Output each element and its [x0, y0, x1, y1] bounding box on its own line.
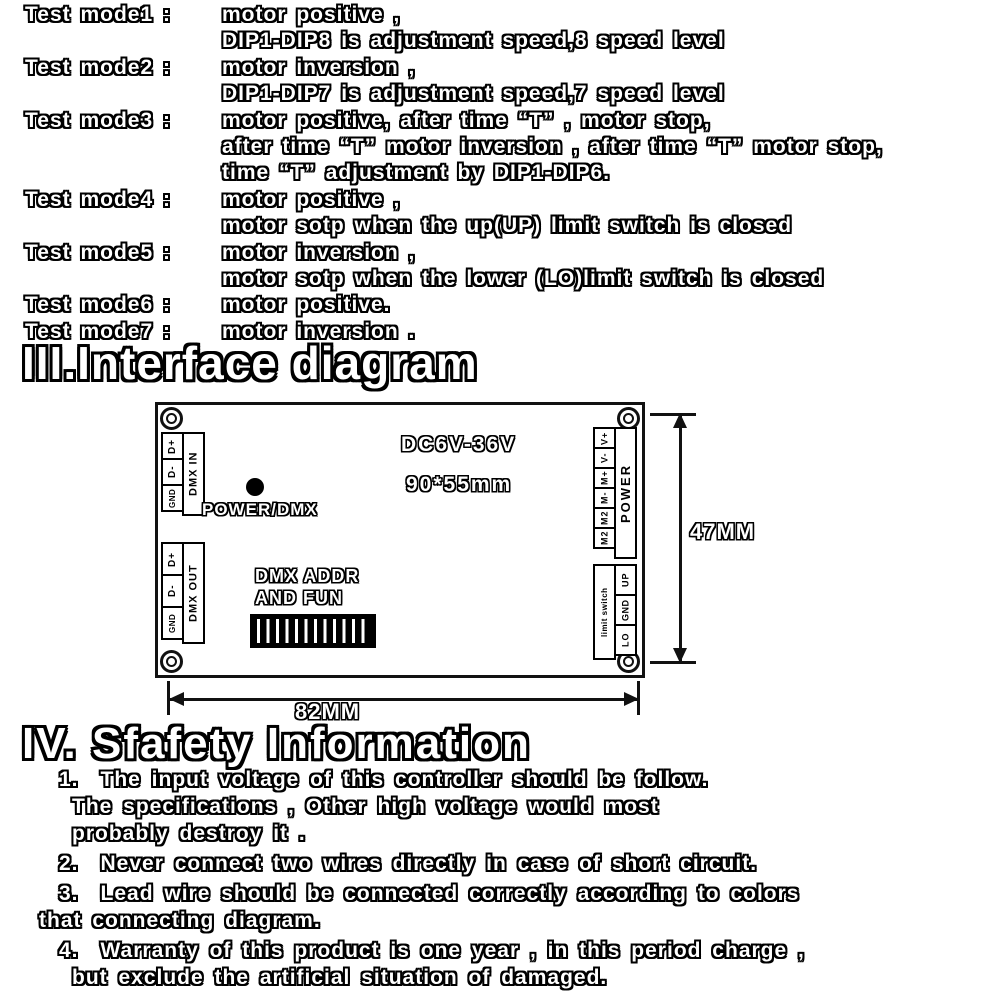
safety-item-text: The input voltage of this controller should be follow.: [100, 768, 709, 791]
test-mode-line: motor positive, after time “T” , motor stop,: [222, 108, 711, 132]
pin-mminus: M-: [593, 487, 616, 509]
safety-section-heading: IV. Sfafety Information: [22, 719, 531, 768]
test-mode-line: after time “T” motor inversion , after time “T” motor stop,: [222, 135, 883, 159]
safety-line: [55, 937, 990, 964]
safety-item-text: Never connect two wires directly in case of short circuit.: [100, 852, 758, 875]
power-motor-terminals: [593, 427, 639, 559]
test-mode-line: time “T” adjustment by DIP1-DIP6.: [222, 161, 611, 185]
safety-item-number: 1.: [59, 768, 79, 791]
test-mode-line: motor sotp when the lower (LO)limit switch is closed: [222, 267, 825, 291]
safety-item: [55, 850, 990, 877]
safety-item: [39, 880, 990, 934]
power-dmx-led: [246, 478, 264, 496]
dip-switch-label-line2: AND FUN: [255, 588, 343, 608]
arrow-left-icon: [169, 692, 184, 706]
test-mode-row: [25, 55, 990, 108]
test-mode-line: DIP1-DIP8 is adjustment speed,8 speed level: [222, 29, 725, 53]
interface-section-heading: III.Interface diagram: [22, 337, 478, 389]
dmx-out-label: DMX OUT: [182, 542, 205, 644]
safety-line: that connecting diagram.: [39, 909, 321, 932]
test-mode-line: motor sotp when the up(UP) limit switch is closed: [222, 214, 793, 238]
test-modes-section: [25, 2, 990, 345]
dip-switch: [250, 614, 376, 648]
pin-mplus: M+: [593, 467, 616, 489]
safety-item-number: 2.: [59, 852, 79, 875]
dmx-in-pin-gnd: GND: [161, 484, 184, 512]
safety-section: [39, 766, 990, 994]
test-mode-label: Test mode5 :: [25, 240, 171, 264]
safety-line: [55, 880, 990, 907]
pin-vplus: V+: [593, 427, 616, 449]
screw-hole-bottom-left: [160, 650, 183, 673]
power-dmx-led-label: POWER/DMX: [202, 500, 318, 519]
dmx-in-label: DMX IN: [182, 432, 205, 516]
dmx-in-pins: [161, 432, 184, 516]
power-motor-pins: [593, 427, 616, 559]
test-mode-label: Test mode2 :: [25, 55, 171, 79]
voltage-label: DC6V-36V: [401, 433, 517, 456]
safety-item-number: 3.: [59, 882, 79, 905]
dmx-out-pin-gnd: GND: [161, 606, 184, 640]
dip-switch-sliders: [257, 619, 369, 643]
test-mode-line: motor positive ,: [222, 187, 401, 211]
pin-up: UP: [614, 564, 637, 596]
pin-gnd: GND: [614, 594, 637, 626]
height-dimension-label: 47MM: [690, 519, 756, 544]
test-mode-line: motor inversion ,: [222, 55, 416, 79]
safety-item-text: Warranty of this product is one year , in this period charge ,: [100, 939, 805, 962]
limit-switch-label: limit switch: [593, 564, 616, 660]
dip-switch-label: [255, 565, 359, 609]
safety-item-text: Lead wire should be connected correctly according to colors: [100, 882, 800, 905]
test-mode-label: Test mode1 :: [25, 3, 171, 26]
limit-switch-terminals: [593, 564, 639, 660]
test-mode-label: Test mode4 :: [25, 187, 171, 211]
arrow-down-icon: [673, 648, 687, 663]
test-mode-desc: [222, 292, 391, 318]
controller-board: [155, 402, 645, 678]
dmx-in-pin-dplus: D+: [161, 432, 184, 460]
dmx-in-connector: [161, 432, 205, 516]
safety-item: [55, 766, 990, 847]
test-mode-label: Test mode6 :: [25, 293, 171, 317]
board-size-label: 90*55mm: [406, 473, 513, 496]
width-dimension-label: 82MM: [295, 699, 361, 724]
test-mode-line: motor positive ,: [222, 3, 401, 26]
safety-line: The specifications , Other high voltage would most: [72, 795, 659, 818]
dip-switch-label-line1: DMX ADDR: [255, 566, 360, 586]
safety-item-number: 4.: [59, 939, 79, 962]
test-mode-label: Test mode3 :: [25, 108, 171, 132]
test-mode-line: motor inversion ,: [222, 240, 416, 264]
pin-m2-a: M2: [593, 507, 616, 529]
interface-diagram: [0, 395, 1000, 735]
limit-switch-pins: [614, 564, 637, 660]
test-mode-row: [25, 108, 990, 187]
test-mode-desc: [222, 108, 883, 187]
pin-m2-b: M2: [593, 527, 616, 549]
pin-lo: LO: [614, 624, 637, 656]
dmx-out-pin-dminus: D-: [161, 574, 184, 608]
power-group-label: POWER: [614, 427, 637, 559]
terminal-strip: [593, 427, 639, 660]
test-mode-line: motor inversion .: [222, 319, 416, 343]
test-mode-desc: [222, 55, 725, 108]
safety-line: [55, 850, 990, 877]
test-mode-row: [25, 2, 990, 55]
dmx-out-pin-dplus: D+: [161, 542, 184, 576]
arrow-up-icon: [673, 413, 687, 428]
pin-vminus: V-: [593, 447, 616, 469]
safety-line: [55, 766, 990, 793]
screw-hole-top-left: [160, 407, 183, 430]
arrow-right-icon: [624, 692, 639, 706]
test-mode-row: [25, 292, 990, 318]
test-mode-line: motor positive.: [222, 293, 391, 317]
safety-line: probably destroy it .: [72, 822, 306, 845]
dmx-out-connector: [161, 542, 205, 644]
test-mode-label: Test mode7 :: [25, 319, 171, 343]
test-mode-row: [25, 187, 990, 240]
dmx-in-pin-dminus: D-: [161, 458, 184, 486]
test-mode-desc: [222, 2, 725, 55]
test-mode-desc: [222, 240, 824, 293]
dmx-out-pins: [161, 542, 184, 644]
safety-item: [55, 937, 990, 991]
test-mode-line: DIP1-DIP7 is adjustment speed,7 speed level: [222, 82, 725, 106]
safety-line: but exclude the artificial situation of damaged.: [72, 966, 608, 989]
test-mode-row: [25, 240, 990, 293]
width-dimension-line: [169, 698, 639, 701]
height-dimension-line: [679, 413, 682, 663]
test-mode-desc: [222, 187, 792, 240]
